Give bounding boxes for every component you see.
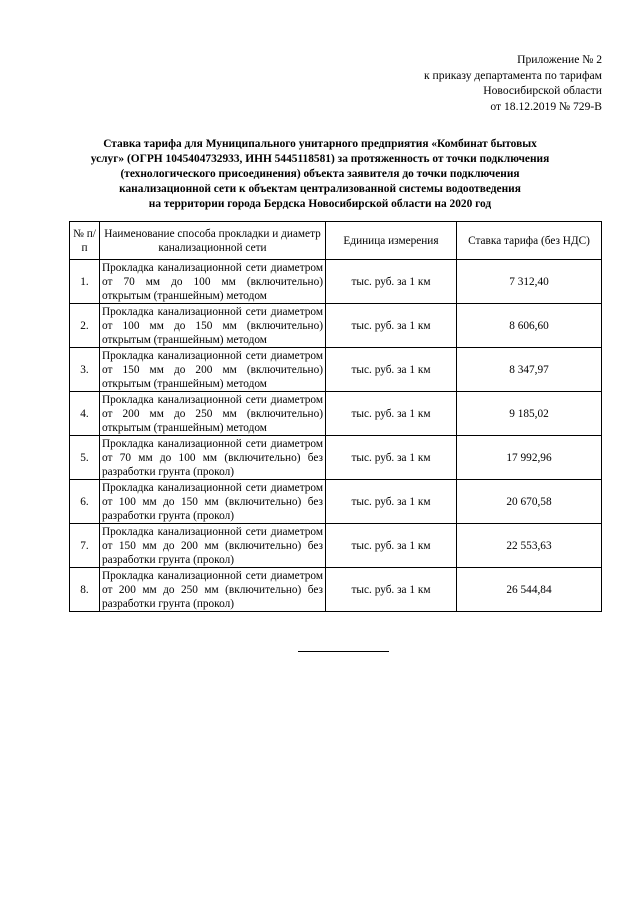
table-row	[70, 304, 602, 348]
row-unit: тыс. руб. за 1 км	[326, 260, 457, 304]
title-line: (технологического присоединения) объекта заявителя до точки подключения	[120, 168, 520, 181]
appendix-line: от 18.12.2019 № 729-В	[490, 99, 602, 113]
row-name: Прокладка канализационной сети диаметром от 200 мм до 250 мм (включительно) без разработки грунта (прокол)	[100, 568, 326, 612]
header-rate: Ставка тарифа (без НДС)	[457, 222, 602, 260]
row-name: Прокладка канализационной сети диаметром от 100 мм до 150 мм (включительно) открытым (траншейным) методом	[100, 304, 326, 348]
header-num: № п/п	[70, 222, 100, 260]
row-unit: тыс. руб. за 1 км	[326, 524, 457, 568]
closing-rule	[298, 651, 389, 652]
row-num: 3.	[70, 348, 100, 392]
row-rate: 7 312,40	[457, 260, 602, 304]
row-rate: 20 670,58	[457, 480, 602, 524]
table-row	[70, 480, 602, 524]
title-line: на территории города Бердска Новосибирской области на 2020 год	[148, 198, 492, 211]
header-name: Наименование способа прокладки и диаметр канализационной сети	[100, 222, 326, 260]
row-rate: 17 992,96	[457, 436, 602, 480]
title-line: Ставка тарифа для Муниципального унитарного предприятия «Комбинат бытовых	[103, 138, 537, 150]
row-unit: тыс. руб. за 1 км	[326, 304, 457, 348]
table-row	[70, 260, 602, 304]
row-unit: тыс. руб. за 1 км	[326, 568, 457, 612]
row-rate: 8 347,97	[457, 348, 602, 392]
row-name: Прокладка канализационной сети диаметром от 100 мм до 150 мм (включительно) без разработки грунта (прокол)	[100, 480, 326, 524]
appendix-line: к приказу департамента по тарифам	[424, 68, 602, 82]
row-unit: тыс. руб. за 1 км	[326, 480, 457, 524]
row-unit: тыс. руб. за 1 км	[326, 436, 457, 480]
tariff-table	[69, 221, 602, 612]
title-line: услуг» (ОГРН 1045404732933, ИНН 5445118581) за протяженность от точки подключения	[90, 153, 550, 166]
document-title	[62, 137, 578, 212]
row-rate: 8 606,60	[457, 304, 602, 348]
row-num: 2.	[70, 304, 100, 348]
row-name: Прокладка канализационной сети диаметром от 150 мм до 200 мм (включительно) без разработки грунта (прокол)	[100, 524, 326, 568]
table-row	[70, 436, 602, 480]
row-rate: 26 544,84	[457, 568, 602, 612]
row-num: 5.	[70, 436, 100, 480]
row-num: 8.	[70, 568, 100, 612]
row-unit: тыс. руб. за 1 км	[326, 348, 457, 392]
table-row	[70, 524, 602, 568]
row-name: Прокладка канализационной сети диаметром от 70 мм до 100 мм (включительно) открытым (траншейным) методом	[100, 260, 326, 304]
title-line: канализационной сети к объектам централизованной системы водоотведения	[119, 183, 521, 196]
row-num: 4.	[70, 392, 100, 436]
row-rate: 22 553,63	[457, 524, 602, 568]
row-unit: тыс. руб. за 1 км	[326, 392, 457, 436]
row-num: 1.	[70, 260, 100, 304]
row-rate: 9 185,02	[457, 392, 602, 436]
appendix-line: Приложение № 2	[517, 53, 602, 66]
header-unit: Единица измерения	[326, 222, 457, 260]
row-num: 7.	[70, 524, 100, 568]
appendix-block	[424, 52, 602, 114]
row-name: Прокладка канализационной сети диаметром от 200 мм до 250 мм (включительно) открытым (траншейным) методом	[100, 392, 326, 436]
table-row	[70, 348, 602, 392]
row-name: Прокладка канализационной сети диаметром от 150 мм до 200 мм (включительно) открытым (траншейным) методом	[100, 348, 326, 392]
table-row	[70, 568, 602, 612]
table-row	[70, 392, 602, 436]
row-num: 6.	[70, 480, 100, 524]
table-header-row	[70, 222, 602, 260]
table-body	[70, 260, 602, 612]
appendix-line: Новосибирской области	[483, 84, 602, 97]
row-name: Прокладка канализационной сети диаметром от 70 мм до 100 мм (включительно) без разработки грунта (прокол)	[100, 436, 326, 480]
